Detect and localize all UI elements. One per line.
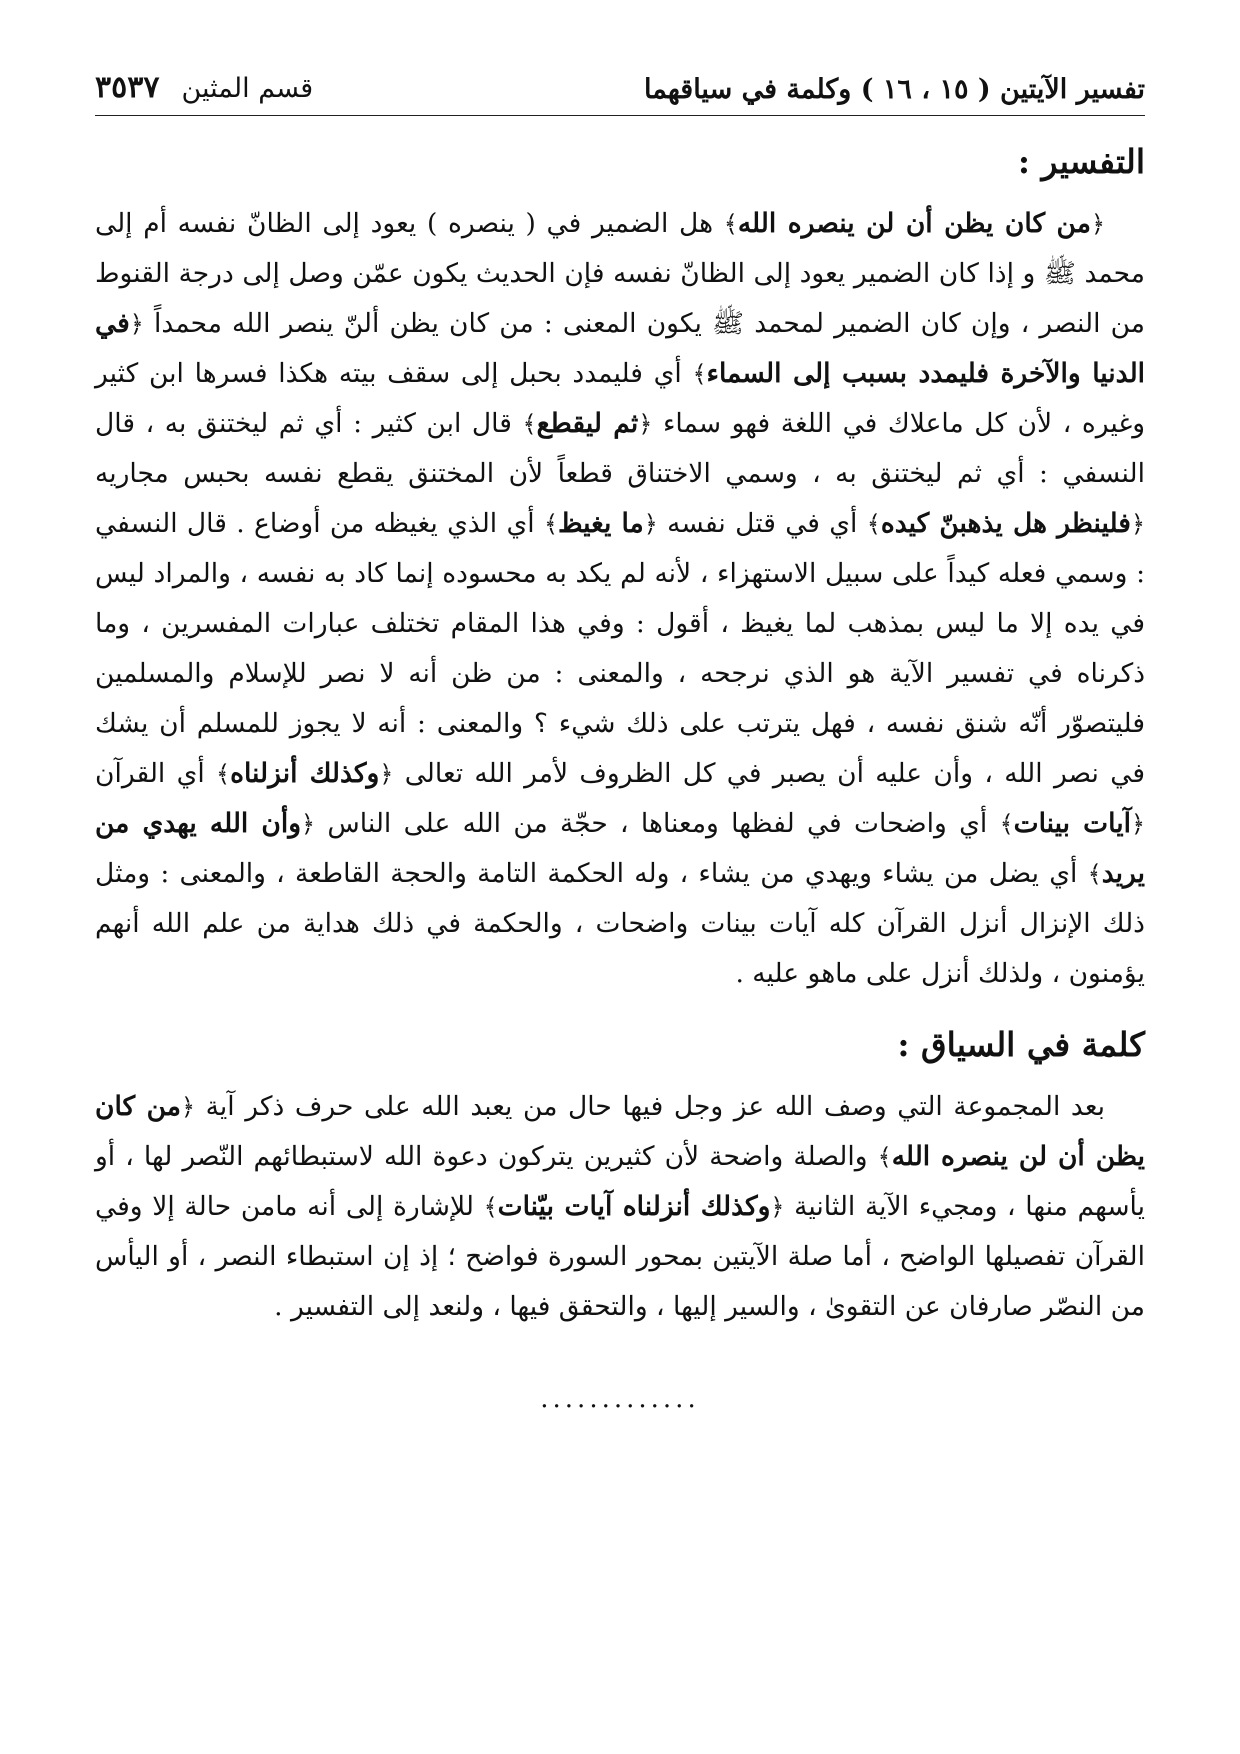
body-text-run: أي القرآن [95,758,217,789]
quran-verse: وأن الله يهدي من يريد [95,808,1145,889]
body-text-run: هل الضمير في ( ينصره ) يعود إلى الظانّ نفسه أم إلى محمد ﷺ و إذا كان الضمير يعود إلى الظانّ نفسه فإن الحديث يكون عمّن وصل إلى درجة القنوط من النصر ، وإن كان الضمير لمحمد ﷺ يكون المعنى : من كان يظن ألنّ ينصر الله محمداً [95,208,1145,339]
verse-bracket: ﴿ [1090,210,1105,238]
verse-bracket: ﴿ [638,410,653,438]
body-text-run: أي يضل من يشاء ويهدي من يشاء ، وله الحكمة التامة والحجة القاطعة ، والمعنى : ومثل ذلك الإنزال أنزل القرآن كله آيات بينات واضحات ، والحكمة في ذلك هداية من علم الله أنهم يؤمنون ، ولذلك أنزل على ماهو عليه . [95,858,1145,989]
verse-bracket: ﴿ [1130,810,1145,838]
verse-bracket: ﴾ [483,1193,498,1221]
quran-verse: من كان يظن أن لن ينصره الله [737,208,1091,239]
verse-bracket: ﴾ [216,760,231,788]
quran-verse: ثم ليقطع [536,408,639,439]
body-text-run: قال ابن كثير : أي ثم ليختنق به ، قال النسفي : أي ثم ليختنق به ، وسمي الاختناق قطعاً لأن المختنق يقطع نفسه بحبس مجاريه [95,408,1145,489]
quran-verse: ما يغيظ [558,508,644,539]
body-text-run: أي الذي يغيظه من أوضاع . قال النسفي : وسمي فعله كيداً على سبيل الاستهزاء ، لأنه لم يكد به محسوده إنما كاد به نفسه ، والمراد ليس في يده إلا ما ليس بمذهب لما يغيظ ، أقول : وفي هذا المقام تختلف عبارات المفسرين ، وما ذكرناه في تفسير الآية هو الذي نرجحه ، والمعنى : من ظن أنه لا نصر للإسلام والمسلمين فليتصوّر أنّه شنق نفسه ، فهل يترتب على ذلك شيء ؟ والمعنى : أنه لا يجوز للمسلم أن يشك في نصر الله ، وأن عليه أن يصبر في كل الظروف لأمر الله تعالى [95,508,1145,789]
body-text-run: والصلة واضحة لأن كثيرين يتركون دعوة الله لاستبطائهم النّصر لها ، أو يأسهم منها ، ومجيء الآية الثانية [95,1141,1145,1222]
verse-bracket: ﴿ [301,810,316,838]
verse-bracket: ﴿ [770,1193,785,1221]
verse-bracket: ﴿ [129,310,144,338]
running-header-left [95,70,313,105]
verse-bracket: ﴾ [692,360,707,388]
body-text-run: للإشارة إلى أنه مامن حالة إلا وفي القرآن تفصيلها الواضح ، أما صلة الآيتين بمحور السورة فواضح ؛ إذ إن استبطاء النصر ، أو اليأس من النصّر صارفان عن التقوىٰ ، والسير إليها ، والتحقق فيها ، ولنعد إلى التفسير . [95,1191,1145,1322]
section-title-context: كلمة في السياق : [897,1025,1145,1064]
quran-verse: وكذلك أنزلناه [230,758,380,789]
body-text-run: أي في قتل نفسه [657,508,867,539]
verse-bracket: ﴿ [1130,510,1146,538]
quran-verse: من كان يظن أن لن ينصره الله [95,1091,1145,1172]
verse-bracket: ﴾ [723,210,738,238]
verse-bracket: ﴾ [1087,860,1102,888]
running-header [95,70,1145,116]
page-number: ٣٥٣٧ [95,70,160,105]
verse-bracket: ﴾ [999,810,1014,838]
quran-verse: في الدنيا والآخرة فليمدد بسبب إلى السماء [95,308,1146,389]
quran-verse: فلينظر هل يذهبنّ كيده [880,508,1131,539]
tafsir-paragraph [95,199,1145,999]
body-text-run: أي واضحات في لفظها ومعناها ، حجّة من الله على الناس [315,808,1000,839]
section-title-tafsir: التفسير : [1017,142,1145,181]
verse-bracket: ﴿ [180,1093,196,1121]
body-text-run: بعد المجموعة التي وصف الله عز وجل فيها حال من يعبد الله على حرف ذكر آية [195,1091,1105,1122]
verse-bracket: ﴾ [543,510,559,538]
context-paragraph [95,1082,1145,1332]
verse-bracket: ﴾ [522,410,537,438]
end-marker: ............. [540,1384,700,1414]
verse-bracket: ﴿ [643,510,658,538]
verse-bracket: ﴾ [877,1143,892,1171]
running-header-title: تفسير الآيتين ( ١٥ ، ١٦ ) وكلمة في سياقهما [644,74,1145,105]
verse-bracket: ﴾ [866,510,881,538]
quran-verse: وكذلك أنزلناه آيات بيّنات [497,1191,771,1222]
body-text-run: أي فليمدد بحبل إلى سقف بيته هكذا فسرها ابن كثير وغيره ، لأن كل ماعلاك في اللغة فهو سماء [95,358,1145,439]
quran-verse: آيات بينات [1013,808,1131,839]
part-name: قسم المثين [181,73,314,104]
verse-bracket: ﴿ [379,760,394,788]
